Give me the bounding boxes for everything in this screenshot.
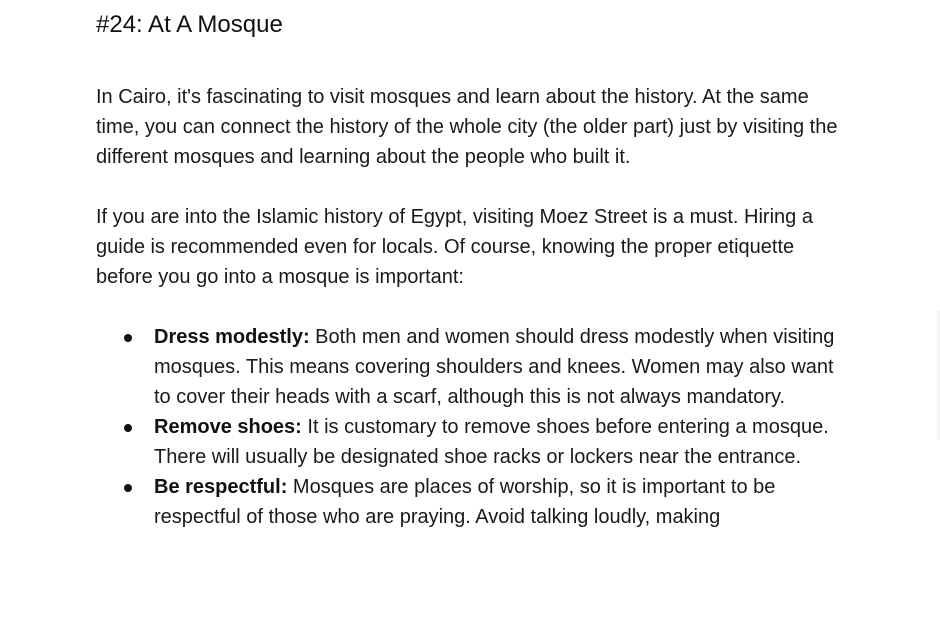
bullet-dot-icon — [124, 424, 132, 432]
section-heading: #24: At A Mosque — [96, 11, 283, 38]
bullet-dot-icon — [124, 484, 132, 492]
tip-text: Both men and women should dress modestly when visiting mosques. This means covering shoulders and knees. Women may also want to cover their heads with a scarf, although this is not always mandatory. — [154, 326, 835, 408]
list-item — [154, 322, 854, 412]
etiquette-paragraph: If you are into the Islamic history of Egypt, visiting Moez Street is a must. Hiring a guide is recommended even for locals. Of course, knowing the proper etiquette before you go into a mosque is important: — [96, 206, 813, 288]
page-edge-shadow — [936, 310, 940, 440]
list-item — [154, 412, 854, 472]
tip-term: Remove shoes: — [154, 416, 302, 438]
list-item — [154, 472, 854, 532]
document-body — [96, 0, 856, 532]
etiquette-list — [96, 322, 854, 532]
bullet-dot-icon — [124, 334, 132, 342]
tip-text: Mosques are places of worship, so it is important to be respectful of those who are praying. Avoid talking loudly, making — [154, 476, 776, 528]
intro-paragraph: In Cairo, it's fascinating to visit mosques and learn about the history. At the same time, you can connect the history of the whole city (the older part) just by visiting the different mosques and learning about the people who built it. — [96, 86, 838, 168]
tip-term: Be respectful: — [154, 476, 288, 498]
tip-text: It is customary to remove shoes before entering a mosque. There will usually be designated shoe racks or lockers near the entrance. — [154, 416, 829, 468]
tip-term: Dress modestly: — [154, 326, 310, 348]
